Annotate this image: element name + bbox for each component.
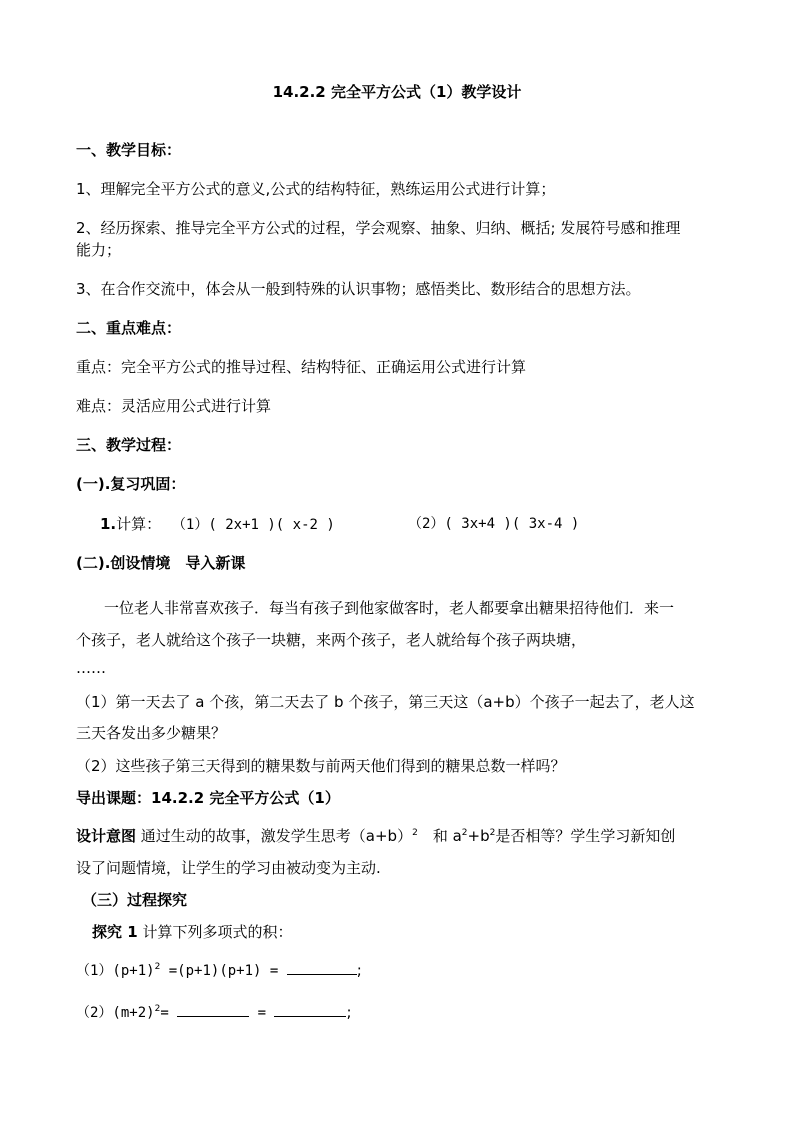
objective-3: 3、在合作交流中，体会从一般到特殊的认识事物；感悟类比、数形结合的思想方法。 — [76, 280, 641, 298]
design-intent-line-2: 设了问题情境，让学生的学习由被动变为主动. — [76, 859, 381, 877]
expression: （1）(p+1) — [76, 963, 155, 979]
design-intent-label: 设计意图 — [76, 827, 137, 845]
exercise-label: 计算： — [116, 515, 162, 533]
exponent: 2 — [154, 1004, 161, 1014]
exercise-item-2: （2）( 3x+4 )( 3x-4 ) — [408, 516, 580, 532]
section-heading-objectives: 一、教学目标： — [76, 141, 182, 159]
objective-2-line-1: 2、经历探索、推导完全平方公式的过程，学会观察、抽象、归纳、概括; 发展符号感和推理 — [76, 219, 681, 237]
objective-1: 1、理解完全平方公式的意义,公式的结构特征，熟练运用公式进行计算； — [76, 180, 556, 198]
exponent: 2 — [461, 828, 468, 838]
subsection-scenario: (二).创设情境 导入新课 — [76, 554, 246, 572]
expression: （2）(m+2) — [76, 1005, 155, 1021]
section-heading-process: 三、教学过程： — [76, 436, 182, 454]
story-ellipsis: …… — [76, 659, 106, 677]
exploration-exercise-1 — [76, 960, 724, 981]
subsection-exploration: （三）过程探究 — [82, 891, 188, 909]
expression: =(p+1)(p+1) = — [160, 963, 287, 979]
subsection-review: (一).复习巩固： — [76, 475, 186, 493]
expression: = — [249, 1005, 275, 1021]
exploration-label: 探究 1 — [92, 923, 138, 941]
question-2: （2）这些孩子第三天得到的糖果数与前两天他们得到的糖果总数一样吗？ — [76, 757, 566, 775]
lead-topic-text: 14.2.2 完全平方公式（1） — [151, 789, 340, 807]
answer-blank[interactable] — [177, 1002, 249, 1017]
design-intent-text: 通过生动的故事，激发学生思考（a+b） — [136, 827, 413, 845]
key-point: 重点：完全平方公式的推导过程、结构特征、正确运用公式进行计算 — [76, 358, 527, 376]
question-1-line-2: 三天各发出多少糖果？ — [76, 724, 227, 742]
design-intent-line-1 — [76, 826, 724, 846]
design-intent-text: 和 a — [417, 827, 462, 845]
story-line-1: 一位老人非常喜欢孩子．每当有孩子到他家做客时，老人都要拿出糖果招待他们．来一 — [104, 599, 675, 617]
exercise-number: 1. — [100, 515, 117, 533]
exploration-text: 计算下列多项式的积： — [137, 923, 293, 941]
exponent: 2 — [412, 828, 418, 838]
design-intent-text: +b — [467, 827, 490, 845]
exponent: 2 — [489, 828, 496, 838]
objective-2-line-2: 能力； — [76, 241, 122, 259]
exercise-item-1: （1）( 2x+1 )( x-2 ) — [171, 517, 335, 533]
expression: = — [160, 1005, 178, 1021]
exploration-1 — [92, 922, 724, 942]
question-1-line-1: （1）第一天去了 a 个孩，第二天去了 b 个孩子，第三天这（a+b）个孩子一起去了，老人这 — [76, 693, 695, 711]
review-exercise — [100, 514, 724, 535]
exploration-exercise-2 — [76, 1002, 724, 1023]
punctuation: ; — [356, 961, 362, 979]
document-title: 14.2.2 完全平方公式（1）教学设计 — [272, 83, 522, 101]
punctuation: ; — [346, 1003, 352, 1021]
exponent: 2 — [154, 962, 161, 972]
design-intent-text: 是否相等？学生学习新知创 — [495, 827, 676, 845]
answer-blank[interactable] — [287, 960, 357, 975]
lead-topic — [76, 788, 724, 808]
answer-blank[interactable] — [274, 1002, 346, 1017]
difficulty-point: 难点：灵活应用公式进行计算 — [76, 397, 272, 415]
story-line-2: 个孩子，老人就给这个孩子一块糖，来两个孩子，老人就给每个孩子两块塘， — [76, 631, 587, 649]
section-heading-key-points: 二、重点难点： — [76, 319, 182, 337]
lead-topic-label: 导出课题： — [76, 789, 152, 807]
